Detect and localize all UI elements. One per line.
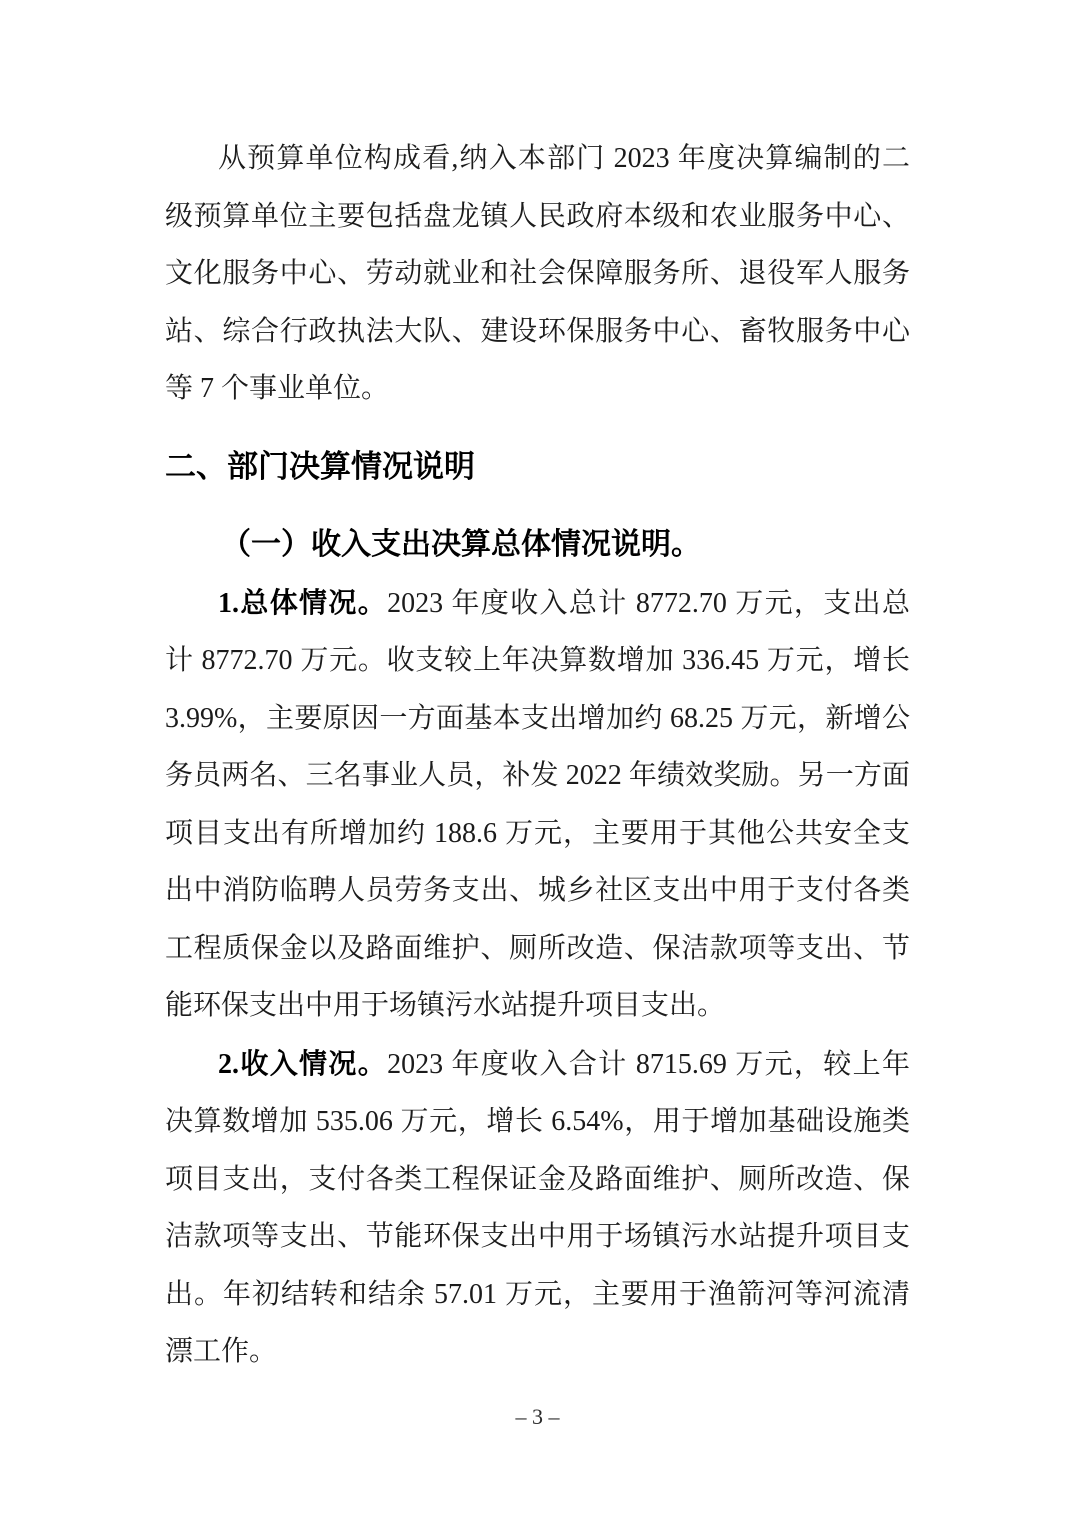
paragraph-budget-units	[165, 130, 910, 418]
paragraph-income-situation	[165, 1036, 910, 1381]
text-line: 文化服务中心、劳动就业和社会保障服务所、退役军人服务	[165, 258, 910, 289]
text-line: 从预算单位构成看,纳入本部门 2023 年度决算编制的二	[218, 143, 910, 174]
item2-line1-text: 2023 年度收入合计 8715.69 万元，较上年	[387, 1048, 910, 1080]
text-line: 站、综合行政执法大队、建设环保服务中心、畜牧服务中心	[165, 315, 910, 347]
paragraph-overall-situation	[165, 575, 910, 1035]
item2-bold-label: 2.收入情况。	[218, 1048, 388, 1080]
text-line: 出。年初结转和结余 57.01 万元，主要用于渔箭河等河流清	[165, 1278, 910, 1310]
text-line: 漂工作。	[165, 1336, 278, 1367]
item1-line1-text: 2023 年度收入总计 8772.70 万元，支出总	[387, 587, 910, 619]
text-line	[165, 575, 910, 633]
text-line: 工程质保金以及路面维护、厕所改造、保洁款项等支出、节	[165, 932, 910, 964]
document-body	[165, 0, 910, 1381]
subsection-heading-overall-income-expenditure: （一）收入支出决算总体情况说明。	[221, 528, 701, 561]
text-line: 项目支出有所增加约 188.6 万元，主要用于其他公共安全支	[165, 817, 910, 849]
item1-bold-label: 1.总体情况。	[218, 587, 388, 619]
text-line: 等 7 个事业单位。	[165, 373, 390, 404]
text-line: 计 8772.70 万元。收支较上年决算数增加 336.45 万元，增长	[165, 645, 910, 676]
text-line: 3.99%，主要原因一方面基本支出增加约 68.25 万元，新增公	[165, 702, 910, 734]
page-number: – 3 –	[515, 1404, 560, 1429]
text-line: 能环保支出中用于场镇污水站提升项目支出。	[165, 990, 726, 1021]
text-line: 务员两名、三名事业人员，补发 2022 年绩效奖励。另一方面	[165, 760, 910, 791]
text-line: 出中消防临聘人员劳务支出、城乡社区支出中用于支付各类	[165, 875, 910, 906]
text-line: 级预算单位主要包括盘龙镇人民政府本级和农业服务中心、	[165, 200, 910, 232]
text-line: 项目支出，支付各类工程保证金及路面维护、厕所改造、保	[165, 1163, 910, 1195]
section-heading-final-accounts: 二、部门决算情况说明	[165, 448, 475, 484]
text-line	[165, 1036, 910, 1094]
text-line: 洁款项等支出、节能环保支出中用于场镇污水站提升项目支	[165, 1221, 910, 1252]
text-line: 决算数增加 535.06 万元，增长 6.54%，用于增加基础设施类	[165, 1106, 910, 1137]
